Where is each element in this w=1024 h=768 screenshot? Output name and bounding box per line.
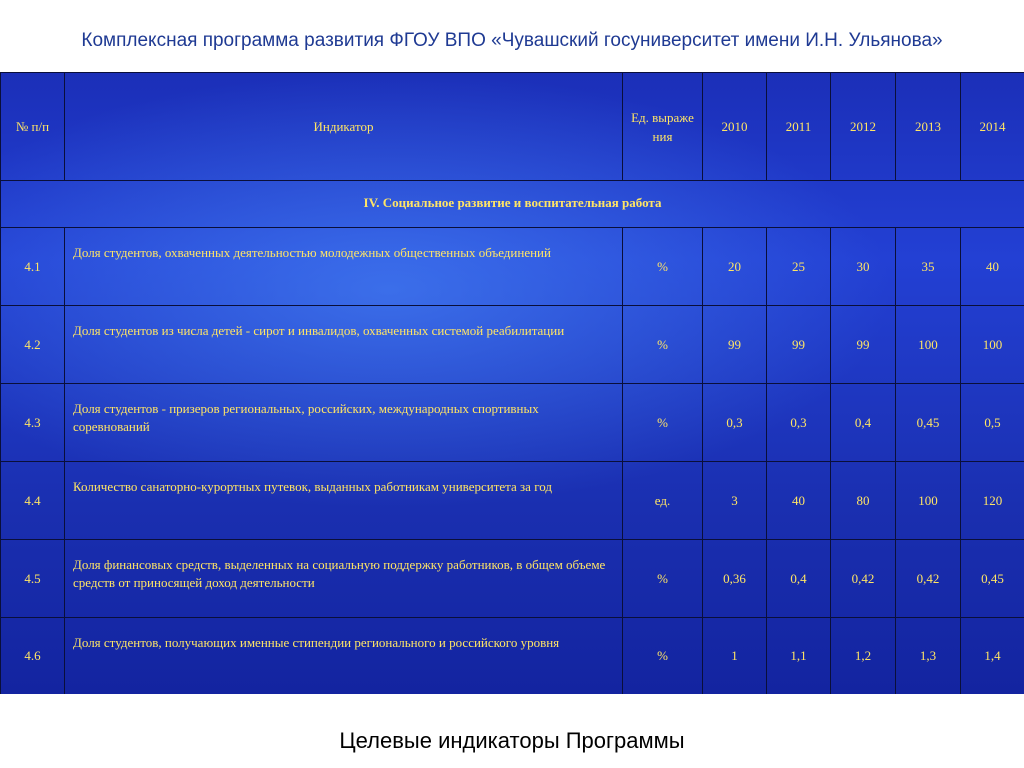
row-indicator: Доля студентов из числа детей - сирот и инвалидов, охваченных системой реабилитации [65, 306, 623, 384]
row-value: 80 [831, 462, 896, 540]
row-unit: % [623, 540, 703, 618]
row-value: 0,5 [961, 384, 1024, 462]
row-unit: % [623, 228, 703, 306]
row-num: 4.3 [1, 384, 65, 462]
row-value: 100 [961, 306, 1024, 384]
table-row [1, 540, 1024, 618]
row-value: 20 [703, 228, 767, 306]
row-unit: % [623, 306, 703, 384]
row-value: 99 [767, 306, 831, 384]
row-value: 40 [961, 228, 1024, 306]
row-value: 40 [767, 462, 831, 540]
row-num: 4.5 [1, 540, 65, 618]
row-value: 99 [703, 306, 767, 384]
table-row [1, 462, 1024, 540]
row-indicator: Доля студентов, охваченных деятельностью молодежных общественных объединений [65, 228, 623, 306]
row-value: 1,1 [767, 618, 831, 695]
row-value: 1 [703, 618, 767, 695]
section-row [1, 181, 1024, 228]
header-year: 2010 [703, 73, 767, 181]
header-unit: Ед. выраже ния [623, 73, 703, 181]
row-value: 0,3 [703, 384, 767, 462]
table-row [1, 228, 1024, 306]
table-row [1, 618, 1024, 695]
header-year: 2013 [896, 73, 961, 181]
row-value: 1,4 [961, 618, 1024, 695]
row-value: 0,42 [896, 540, 961, 618]
table-row [1, 306, 1024, 384]
row-value: 0,45 [961, 540, 1024, 618]
row-indicator: Доля финансовых средств, выделенных на социальную поддержку работников, в общем объеме средств от приносящей доход деятельности [65, 540, 623, 618]
table-panel [0, 72, 1024, 694]
row-value: 1,2 [831, 618, 896, 695]
header-num: № п/п [1, 73, 65, 181]
row-value: 35 [896, 228, 961, 306]
section-title: IV. Социальное развитие и воспитательная работа [1, 181, 1024, 228]
row-value: 99 [831, 306, 896, 384]
row-value: 0,4 [831, 384, 896, 462]
row-num: 4.2 [1, 306, 65, 384]
row-value: 120 [961, 462, 1024, 540]
row-unit: ед. [623, 462, 703, 540]
row-unit: % [623, 384, 703, 462]
header-year: 2011 [767, 73, 831, 181]
slide-caption: Целевые индикаторы Программы [339, 728, 685, 753]
header-row [1, 73, 1024, 181]
row-num: 4.6 [1, 618, 65, 695]
row-indicator: Доля студентов - призеров региональных, российских, международных спортивных соревнований [65, 384, 623, 462]
row-value: 100 [896, 462, 961, 540]
row-num: 4.4 [1, 462, 65, 540]
row-indicator: Количество санаторно-курортных путевок, выданных работникам университета за год [65, 462, 623, 540]
indicators-table [0, 72, 1024, 694]
row-indicator: Доля студентов, получающих именные стипендии регионального и российского уровня [65, 618, 623, 695]
row-num: 4.1 [1, 228, 65, 306]
row-value: 0,4 [767, 540, 831, 618]
header-year: 2012 [831, 73, 896, 181]
header-year: 2014 [961, 73, 1024, 181]
row-value: 0,45 [896, 384, 961, 462]
row-value: 3 [703, 462, 767, 540]
header-indicator: Индикатор [65, 73, 623, 181]
row-value: 0,3 [767, 384, 831, 462]
row-value: 0,42 [831, 540, 896, 618]
row-value: 25 [767, 228, 831, 306]
table-row [1, 384, 1024, 462]
row-value: 0,36 [703, 540, 767, 618]
slide-title: Комплексная программа развития ФГОУ ВПО «Чувашский госуниверситет имени И.Н. Ульянова» [81, 30, 943, 51]
row-unit: % [623, 618, 703, 695]
row-value: 100 [896, 306, 961, 384]
row-value: 1,3 [896, 618, 961, 695]
row-value: 30 [831, 228, 896, 306]
